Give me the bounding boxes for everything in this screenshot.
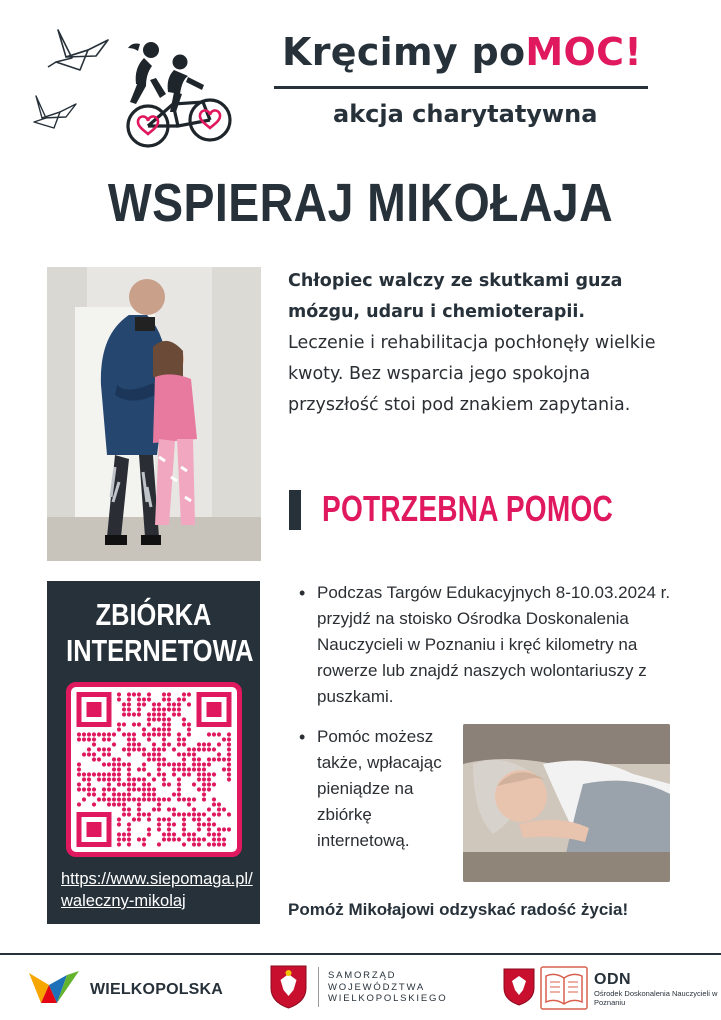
bullet-list: [294, 724, 464, 854]
qr-code-icon: [71, 687, 237, 852]
wielkopolska-logo-icon: [27, 963, 81, 1009]
paper-crane-icon: [34, 96, 76, 128]
footer-divider: [0, 953, 721, 955]
photo-boy-hugging-sister: [47, 267, 261, 561]
paper-crane-icon: [48, 30, 108, 70]
odn-label: ODN: [594, 971, 632, 988]
photo-sleeping-boy: [463, 724, 670, 882]
cyclists-logo-illustration: [28, 22, 238, 157]
headline: WSPIERAJ MIKOŁAJA: [107, 173, 614, 233]
donation-link-line2: waleczny-mikolaj: [61, 892, 186, 910]
bullet-list: [294, 580, 679, 710]
section-title-help-needed: POTRZEBNA POMOC: [322, 488, 614, 529]
online-collection-title-line2: INTERNETOWA: [66, 633, 254, 668]
campaign-title-main: Kręcimy po: [282, 30, 526, 74]
campaign-subtitle: akcja charytatywna: [333, 100, 598, 128]
odn-subtitle: Ośrodek Doskonalenia Nauczycieli w Poznaniu: [594, 989, 718, 1007]
story-body: Leczenie i rehabilitacja pochłonęły wielkie kwoty. Bez wsparcia jego spokojna przyszłość stoi pod znakiem zapytania.: [288, 333, 656, 415]
list-item: • Pomóc możesz także, wpłacając pieniądze na zbiórkę internetową.: [294, 724, 464, 854]
samorzad-label: [328, 970, 447, 1005]
samorzad-line1: SAMORZĄD: [328, 970, 397, 981]
qr-code[interactable]: [66, 682, 242, 857]
story-lead: Chłopiec walczy ze skutkami guza mózgu, udaru i chemioterapii.: [288, 271, 623, 322]
title-underline: [274, 86, 648, 89]
list-item: • Podczas Targów Edukacyjnych 8-10.03.2024 r. przyjdź na stoisko Ośrodka Doskonalenia Nauczycieli w Poznaniu i kręć kilometry na rowerze lub znajdź naszych wolontariuszy z puszkami.: [294, 580, 679, 710]
footer-separator: [318, 967, 319, 1007]
campaign-title: [282, 30, 642, 74]
donation-link-line1: https://www.siepomaga.pl/: [61, 870, 253, 888]
story-text: [288, 266, 668, 421]
section-marker: [289, 490, 301, 530]
odn-book-logo-icon: [540, 966, 588, 1010]
samorzad-line2: WOJEWÓDZTWA: [328, 981, 426, 993]
online-collection-title-line1: ZBIÓRKA: [95, 597, 212, 632]
closing-call-to-action: Pomóż Mikołajowi odzyskać radość życia!: [288, 900, 629, 919]
campaign-title-accent: MOC!: [525, 30, 642, 74]
coat-of-arms-icon: [270, 965, 307, 1009]
online-collection-title: [66, 597, 254, 669]
donation-link[interactable]: [61, 868, 256, 912]
wielkopolska-label: WIELKOPOLSKA: [90, 981, 224, 998]
samorzad-line3: WIELKOPOLSKIEGO: [328, 993, 448, 1004]
poznan-coat-of-arms-icon: [503, 968, 535, 1006]
